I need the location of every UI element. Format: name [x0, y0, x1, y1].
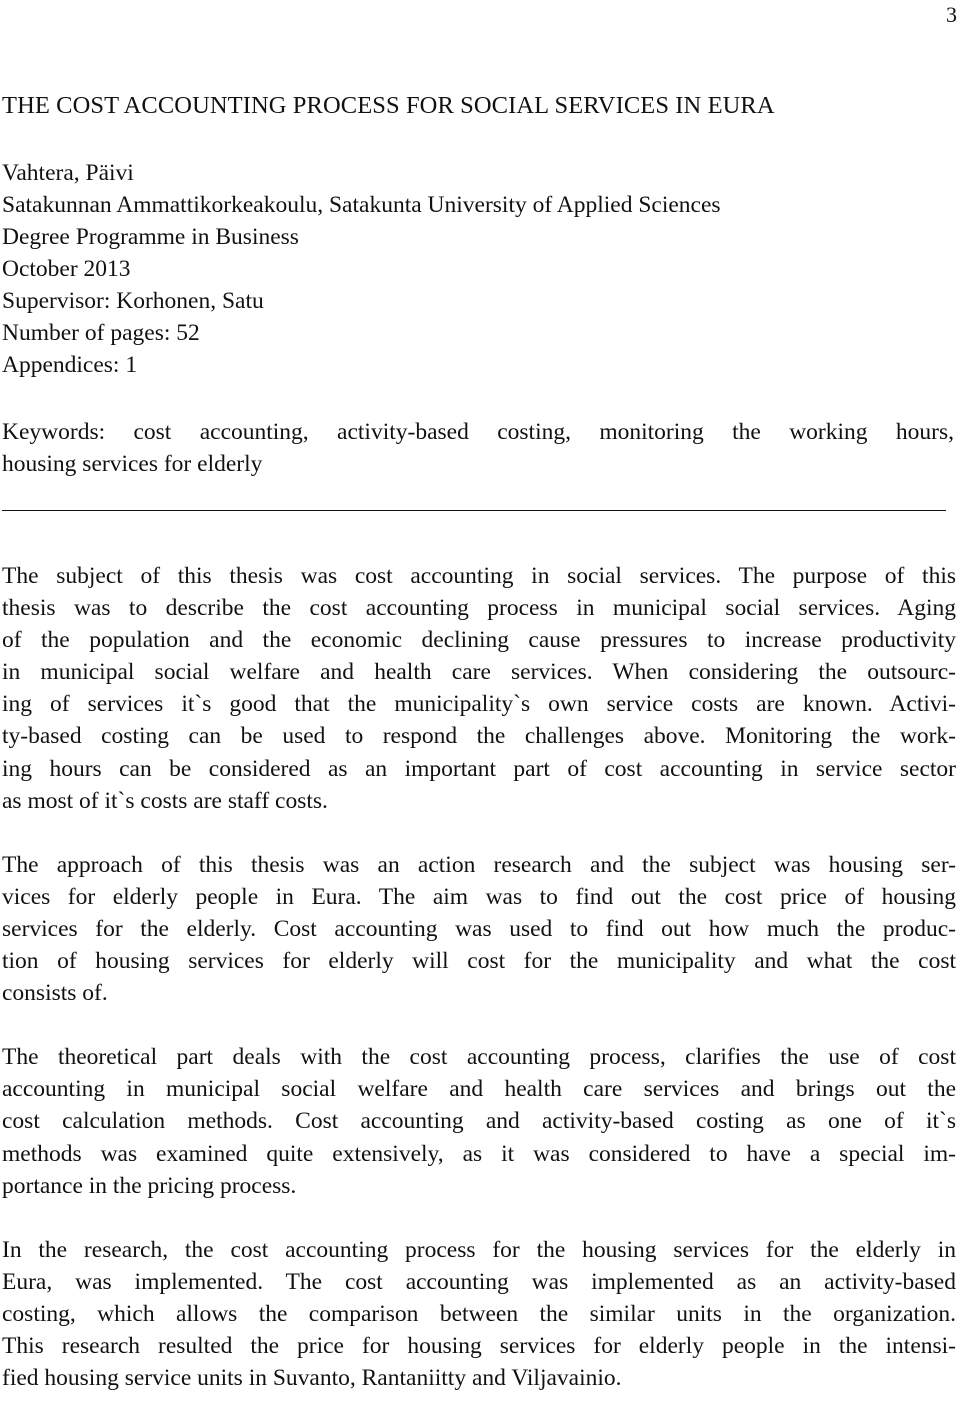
text-line: as most of it`s costs are staff costs. [2, 787, 328, 814]
thesis-metadata [2, 157, 721, 381]
text-line: thesis was to describe the cost accounting process in municipal social services. Aging [2, 595, 956, 622]
text-line: in municipal social welfare and health care services. When considering the outsourc- [2, 659, 956, 686]
text-line: The approach of this thesis was an action research and the subject was housing ser- [2, 851, 956, 878]
text-line: costing, which allows the comparison between the similar units in the organization. [2, 1300, 956, 1327]
text-line: In the research, the cost accounting process for the housing services for the elderly in [2, 1236, 956, 1263]
text-line: The subject of this thesis was cost accounting in social services. The purpose of this [2, 563, 956, 589]
text-line: consists of. [2, 980, 108, 1007]
text-line: accounting in municipal social welfare and health care services and brings out the [2, 1076, 956, 1103]
keywords [2, 416, 954, 480]
supervisor: Supervisor: Korhonen, Satu [2, 288, 264, 314]
abstract [2, 560, 956, 1426]
abstract-paragraph [2, 560, 956, 817]
degree-programme: Degree Programme in Business [2, 224, 299, 250]
keywords-line: Keywords: cost accounting, activity-based costing, monitoring the working hours, [2, 419, 954, 445]
text-line: vices for elderly people in Eura. The aim was to find out the cost price of housing [2, 883, 956, 910]
text-line: of the population and the economic declining cause pressures to increase productivity [2, 627, 956, 654]
text-line: services for the elderly. Cost accounting was used to find out how much the produc- [2, 915, 956, 942]
keywords-line: housing services for elderly [2, 451, 263, 477]
text-line: tion of housing services for elderly will cost for the municipality and what the cost [2, 948, 956, 975]
institution: Satakunnan Ammattikorkeakoulu, Satakunta University of Applied Sciences [2, 192, 721, 218]
separator-rule [2, 510, 946, 511]
text-line: fied housing service units in Suvanto, Rantaniitty and Viljavainio. [2, 1365, 622, 1392]
text-line: This research resulted the price for housing services for elderly people in the intensi- [2, 1332, 956, 1359]
page-number: 3 [946, 2, 957, 27]
abstract-paragraph [2, 1234, 956, 1394]
text-line: Eura, was implemented. The cost accounting was implemented as an activity-based [2, 1268, 956, 1295]
author: Vahtera, Päivi [2, 160, 134, 186]
text-line: ing of services it`s good that the municipality`s own service costs are known. Activi- [2, 691, 956, 718]
text-line: ing hours can be considered as an important part of cost accounting in service sector [2, 755, 956, 782]
date: October 2013 [2, 256, 131, 282]
text-line: cost calculation methods. Cost accounting and activity-based costing as one of it`s [2, 1108, 956, 1135]
text-line: The theoretical part deals with the cost accounting process, clarifies the use of cost [2, 1044, 956, 1071]
appendices: Appendices: 1 [2, 352, 138, 378]
text-line: methods was examined quite extensively, as it was considered to have a special im- [2, 1140, 956, 1167]
text-line: ty-based costing can be used to respond the challenges above. Monitoring the work- [2, 723, 956, 750]
page-count: Number of pages: 52 [2, 320, 200, 346]
abstract-paragraph [2, 1041, 956, 1201]
thesis-title: THE COST ACCOUNTING PROCESS FOR SOCIAL SERVICES IN EURA [2, 92, 775, 119]
text-line: portance in the pricing process. [2, 1172, 297, 1199]
abstract-paragraph [2, 849, 956, 1009]
